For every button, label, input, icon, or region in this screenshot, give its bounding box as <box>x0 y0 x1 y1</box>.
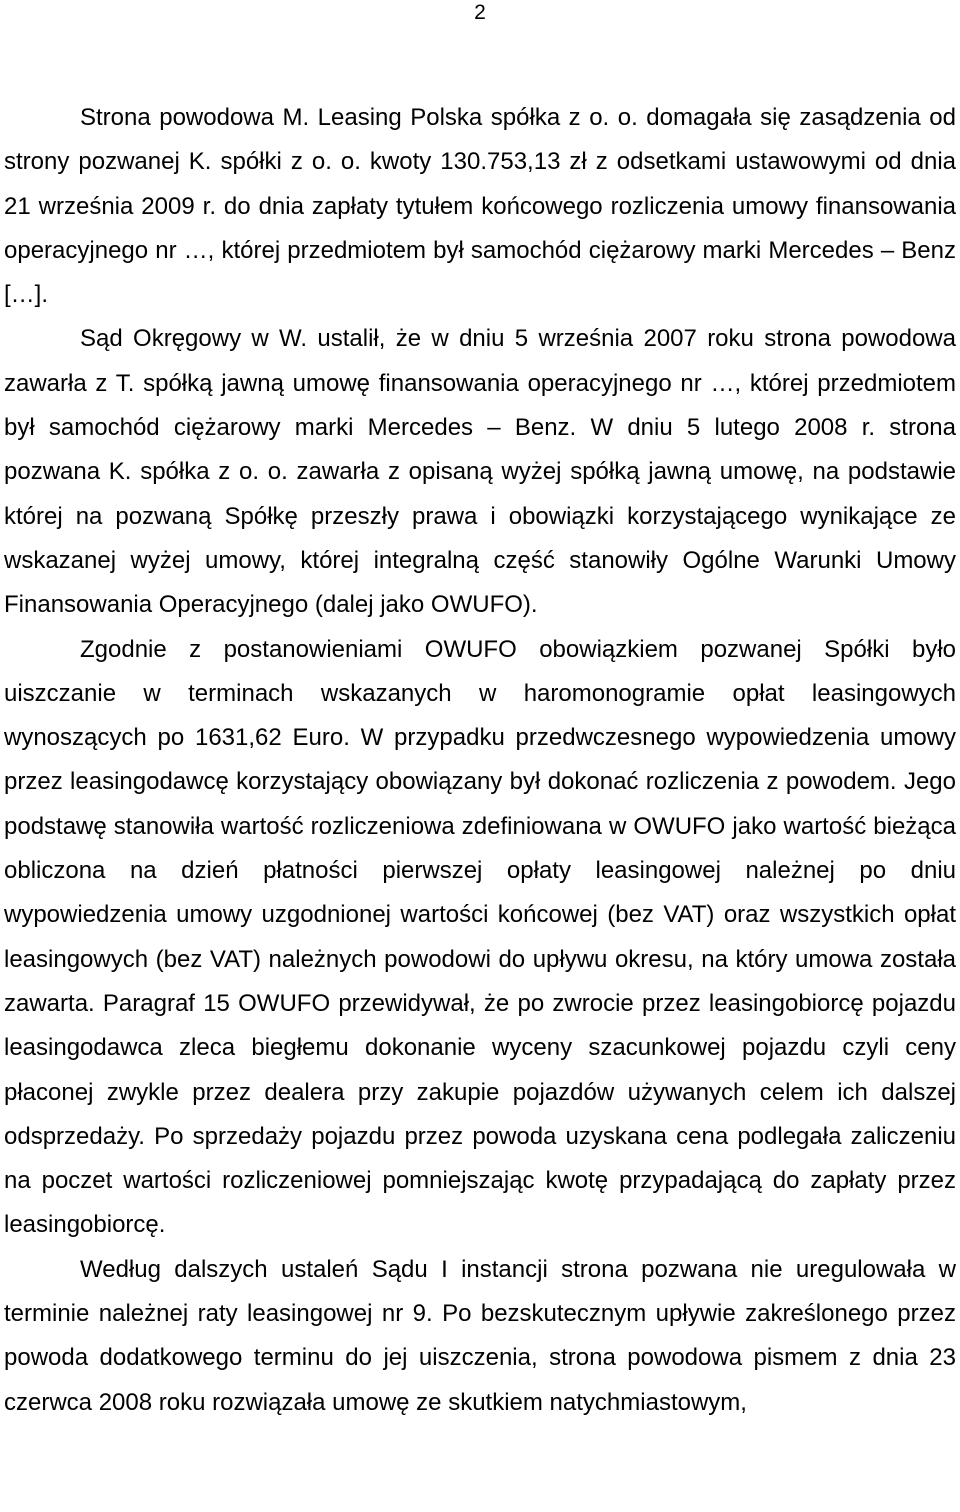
paragraph-findings: Sąd Okręgowy w W. ustalił, że w dniu 5 września 2007 roku strona powodowa zawarła z T. spółką jawną umowę finansowania operacyjnego nr …, której przedmiotem był samochód ciężarowy marki Mercedes – Benz. W dniu 5 lutego 2008 r. strona pozwana K. spółka z o. o. zawarła z opisaną wyżej spółką jawną umowę, na podstawie której na pozwaną Spółkę przeszły prawa i obowiązki korzystającego wynikające ze wskazanej wyżej umowy, której integralną część stanowiły Ogólne Warunki Umowy Finansowania Operacyjnego (dalej jako OWUFO). <box>4 325 956 619</box>
paragraph-owufo-terms: Zgodnie z postanowieniami OWUFO obowiązkiem pozwanej Spółki było uiszczanie w terminach wskazanych w haromonogramie opłat leasingowych wynoszących po 1631,62 Euro. W przypadku przedwczesnego wypowiedzenia umowy przez leasingodawcę korzystający obowiązany był dokonać rozliczenia z powodem. Jego podstawę stanowiła wartość rozliczeniowa zdefiniowana w OWUFO jako wartość bieżąca obliczona na dzień płatności pierwszej opłaty leasingowej należnej po dniu wypowiedzenia umowy uzgodnionej wartości końcowej (bez VAT) oraz wszystkich opłat leasingowych (bez VAT) należnych powodowi do upływu okresu, na który umowa została zawarta. Paragraf 15 OWUFO przewidywał, że po zwrocie przez leasingobiorcę pojazdu leasingodawca zleca biegłemu dokonanie wyceny szacunkowej pojazdu czyli ceny płaconej zwykle przez dealera przy zakupie pojazdów używanych celem ich dalszej odsprzedaży. Po sprzedaży pojazdu przez powoda uzyskana cena podlegała zaliczeniu na poczet wartości rozliczeniowej pomniejszając kwotę przypadającą do zapłaty przez leasingobiorcę. <box>4 635 956 1239</box>
document-body <box>4 96 956 1425</box>
paragraph-further-findings: Według dalszych ustaleń Sądu I instancji strona pozwana nie uregulowała w terminie należnej raty leasingowej nr 9. Po bezskutecznym upływie zakreślonego przez powoda dodatkowego terminu do jej uiszczenia, strona powodowa pismem z dnia 23 czerwca 2008 roku rozwiązała umowę ze skutkiem natychmiastowym, <box>4 1255 956 1416</box>
page-number: 2 <box>474 1 486 24</box>
paragraph-claim: Strona powodowa M. Leasing Polska spółka z o. o. domagała się zasądzenia od strony pozwanej K. spółki z o. o. kwoty 130.753,13 zł z odsetkami ustawowymi od dnia 21 września 2009 r. do dnia zapłaty tytułem końcowego rozliczenia umowy finansowania operacyjnego nr …, której przedmiotem był samochód ciężarowy marki Mercedes – Benz […]. <box>4 104 956 309</box>
